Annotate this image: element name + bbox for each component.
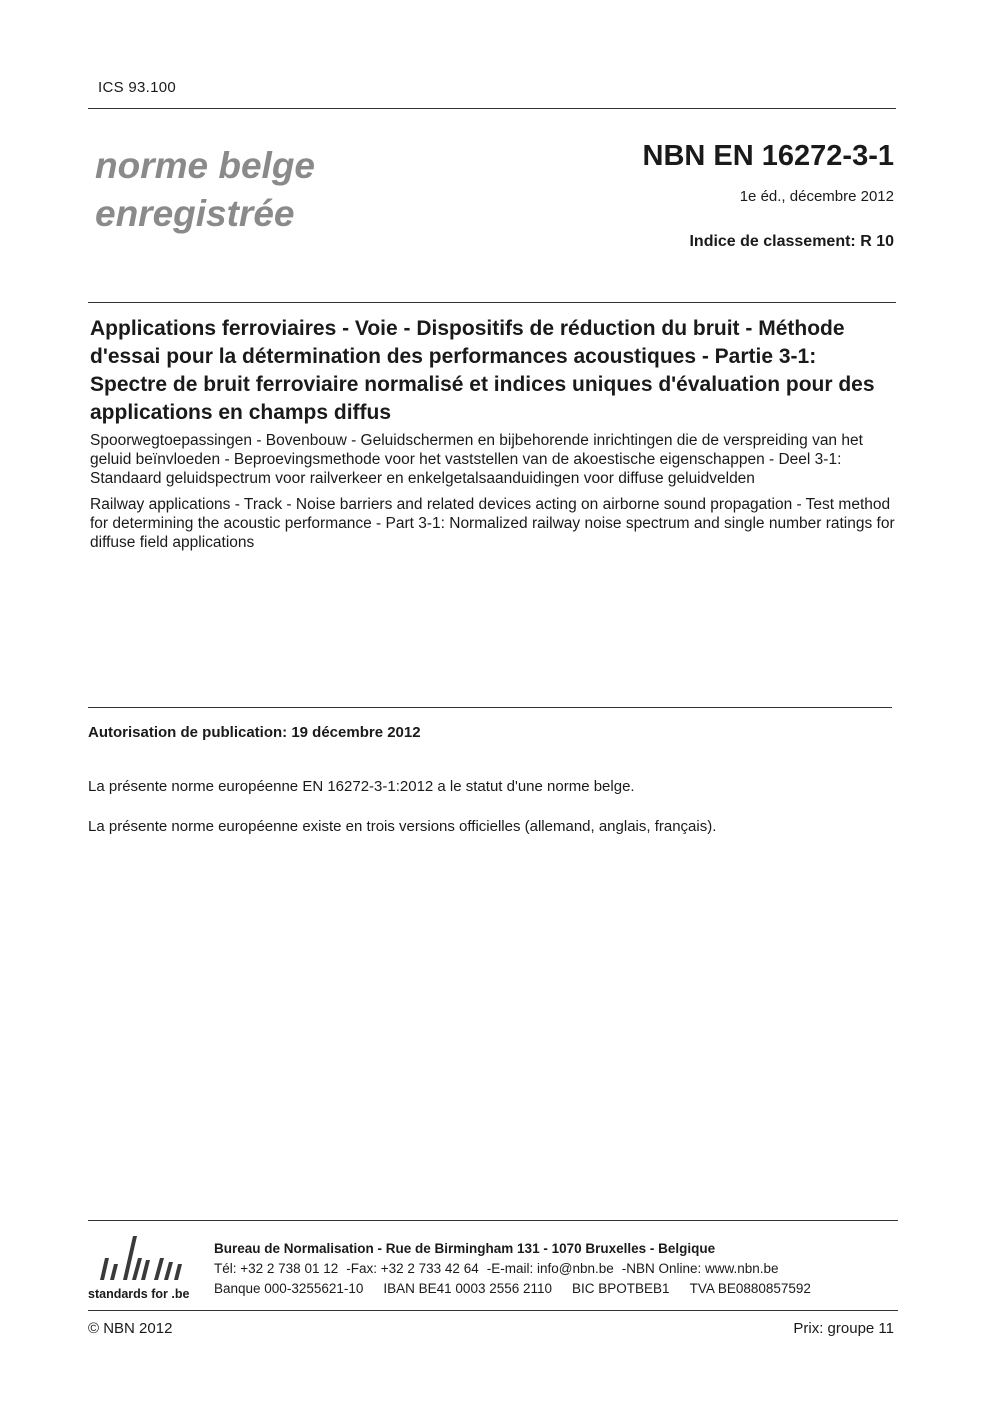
copyright: © NBN 2012 [88,1320,173,1337]
footer-bottom-rule [88,1310,898,1311]
footer-tel: Tél: +32 2 738 01 12 [214,1261,339,1276]
footer-fax: Fax: +32 2 733 42 64 [350,1261,479,1276]
norme-belge-label [95,142,315,238]
footer-top-rule [88,1220,898,1221]
norme-line-1: norme belge [95,145,315,186]
header-rule [88,108,896,109]
logo-tagline: standards for .be [88,1287,190,1301]
footer-email[interactable]: E-mail: info@nbn.be [491,1261,614,1276]
price-group: Prix: groupe 11 [793,1320,894,1337]
norme-line-2: enregistrée [95,193,295,234]
footer-tva: TVA BE0880857592 [689,1281,811,1296]
title-dutch: Spoorwegtoepassingen - Bovenbouw - Geluidschermen en bijbehorende inrichtingen die de verspreiding van het geluid beïnvloeden - Beproevingsmethode voor het vaststellen van de akoestische eigenschappen - Deel 3-1: Standaard geluidspectrum voor railverkeer en enkelgetalsaanduidingen voor diffuse geluidvelden [90,432,863,487]
edition: 1e éd., décembre 2012 [739,188,894,205]
title-top-rule [88,302,896,303]
footer-banking [214,1281,811,1296]
publication-authorisation: Autorisation de publication: 19 décembre 2012 [88,724,421,741]
footer-address: Bureau de Normalisation - Rue de Birmingham 131 - 1070 Bruxelles - Belgique [214,1241,716,1256]
title-english: Railway applications - Track - Noise barriers and related devices acting on airborne sound propagation - Test method for determining the acoustic performance - Part 3-1: Normalized railway noise spectrum and single number ratings for diffuse field applications [90,496,895,551]
status-paragraph: La présente norme européenne EN 16272-3-1:2012 a le statut d'une norme belge. [88,778,635,795]
footer-contacts: Tél: +32 2 738 01 12 -Fax: +32 2 733 42 64 -E-mail: info@nbn.be -NBN Online: www.nbn.be [214,1261,779,1276]
ics-code: ICS 93.100 [98,79,177,96]
classification-index: Indice de classement: R 10 [689,233,894,250]
footer-banque: Banque 000-3255621-10 [214,1281,364,1296]
title-french: Applications ferroviaires - Voie - Dispositifs de réduction du bruit - Méthode d'essai pour la détermination des performances acoustiques - Partie 3-1: Spectre de bruit ferroviaire normalisé et indices uniques d'évaluation pour des applications en champs diffus [90,317,875,424]
footer-bic: BIC BPOTBEB1 [572,1281,670,1296]
footer-iban: IBAN BE41 0003 2556 2110 [383,1281,553,1296]
versions-paragraph: La présente norme européenne existe en trois versions officielles (allemand, anglais, français). [88,818,717,835]
title-bottom-rule [88,707,892,708]
footer-online[interactable]: NBN Online: www.nbn.be [626,1261,779,1276]
standard-number: NBN EN 16272-3-1 [642,140,894,172]
